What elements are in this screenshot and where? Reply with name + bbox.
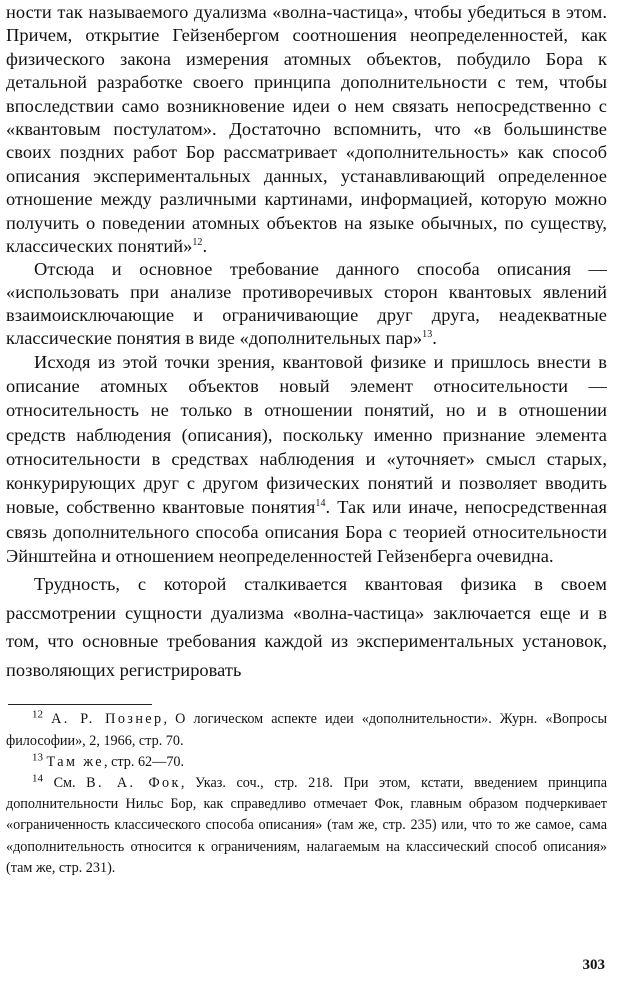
paragraph-3-text: Исходя из этой точки зрения, квантовой физике и пришлось внести в описание атомных объектов новый элемент относительности — относительность не только в отношении понятий, но и в отношении средств наблюдения (описания), поскольку именно признание элемента относительности в средствах наблюдения и «уточняет» смысл старых, конкурирующих друг с другом физических понятий и позволяет вводить новые, собственно квантовые понятия bbox=[6, 351, 607, 518]
footnote-13 bbox=[6, 752, 607, 773]
footnote-14-text: , Указ. соч., стр. 218. При этом, кстати, введением принципа дополнительности Нильс Бор, как справедливо отмечает Фок, главным образом подчеркивает «ограниченность классического способа описания» (там же, стр. 235) или, что то же самое, сама «дополнительность относится к ограничениям, налагаемым на классический способ описания» (там же, стр. 231). bbox=[6, 774, 607, 876]
paragraph-4 bbox=[6, 570, 607, 684]
paragraph-4-text: Трудность, с которой сталкивается квантовая физика в своем рассмотрении сущности дуализма «волна-частица» заключается еще и в том, что основные требования каждой из экспериментальных установок, позволяющих регистрировать bbox=[6, 574, 607, 680]
paragraph-1-text: ности так называемого дуализма «волна-частица», чтобы убедиться в этом. Причем, открытие Гейзенбергом соотношения неопределенностей, как физического закона измерения атомных объектов, побудило Бора к детальной разработке своего принципа дополнительности с тем, чтобы впоследствии само возникновение идеи о нем связать непосредственно с «квантовым постулатом». Достаточно вспомнить, что «в большинстве своих поздних работ Бор рассматривает «дополнительность» как способ описания экспериментальных данных, устанавливающий определенное отношение между различными картинами, информацией, которую можно получить о поведении атомных объектов на языке обычных, по существу, классических понятий» bbox=[6, 2, 607, 257]
paragraph-2 bbox=[6, 258, 607, 349]
main-text bbox=[6, 0, 607, 684]
footnote-13-number: 13 bbox=[32, 751, 43, 763]
footnotes bbox=[6, 709, 607, 879]
footnote-14 bbox=[6, 773, 607, 879]
footnote-14-author: В. А. Фок bbox=[86, 774, 181, 791]
page-number: 303 bbox=[582, 957, 605, 973]
paragraph-2-text: Отсюда и основное требование данного способа описания — «использовать при анализе противоречивых сторон квантовых явлений взаимоисключающие и ограничивающие друг друга, неадекватные классические понятия в виде «дополнительных пар» bbox=[6, 259, 607, 348]
paragraph-2-tail: . bbox=[432, 327, 437, 348]
footnote-14-prefix: См. bbox=[53, 774, 87, 791]
footnote-12-author: А. Р. Познер bbox=[51, 711, 164, 728]
paragraph-3-tail: . Так или иначе, непосредственная связь дополнительного способа описания Бора с теорией относительности Эйнштейна и отношением неопределенностей Гейзенберга очевидна. bbox=[6, 497, 607, 567]
footnote-divider bbox=[8, 704, 152, 705]
footnote-12-text: , О логическом аспекте идеи «дополнительности». Журн. «Вопросы философии», 2, 1966, стр. 70. bbox=[6, 711, 607, 749]
footnote-13-author: Там же bbox=[46, 753, 104, 770]
footnote-ref-12: 12 bbox=[192, 236, 203, 248]
footnote-14-number: 14 bbox=[32, 772, 43, 785]
footnote-ref-14: 14 bbox=[315, 498, 326, 510]
footnote-12 bbox=[6, 709, 607, 751]
footnote-12-number: 12 bbox=[32, 708, 43, 721]
footnote-13-text: , стр. 62—70. bbox=[104, 753, 185, 770]
paragraph-1: ности так называемого дуализма «волна-частица», чтобы убедиться в этом. Причем, открытие Гейзенбергом соотношения неопределенностей, как физического закона измерения атомных объектов, побудило Бора к детальной разработке своего принципа дополнительности с тем, чтобы впоследствии само возникновение идеи о нем связать непосредственно с «квантовым постулатом». Достаточно вспомнить, что «в большинстве своих поздних работ Бор рассматривает «дополнительность» как способ описания экспериментальных данных, устанавливающий определенное отношение между различными картинами, информацией, которую можно получить о поведении атомных объектов на языке обычных, по существу, классических понятий»$^{12}$. bbox=[6, 2, 607, 257]
paragraph-3 bbox=[6, 350, 607, 569]
footnote-ref-13: 13 bbox=[422, 328, 433, 340]
